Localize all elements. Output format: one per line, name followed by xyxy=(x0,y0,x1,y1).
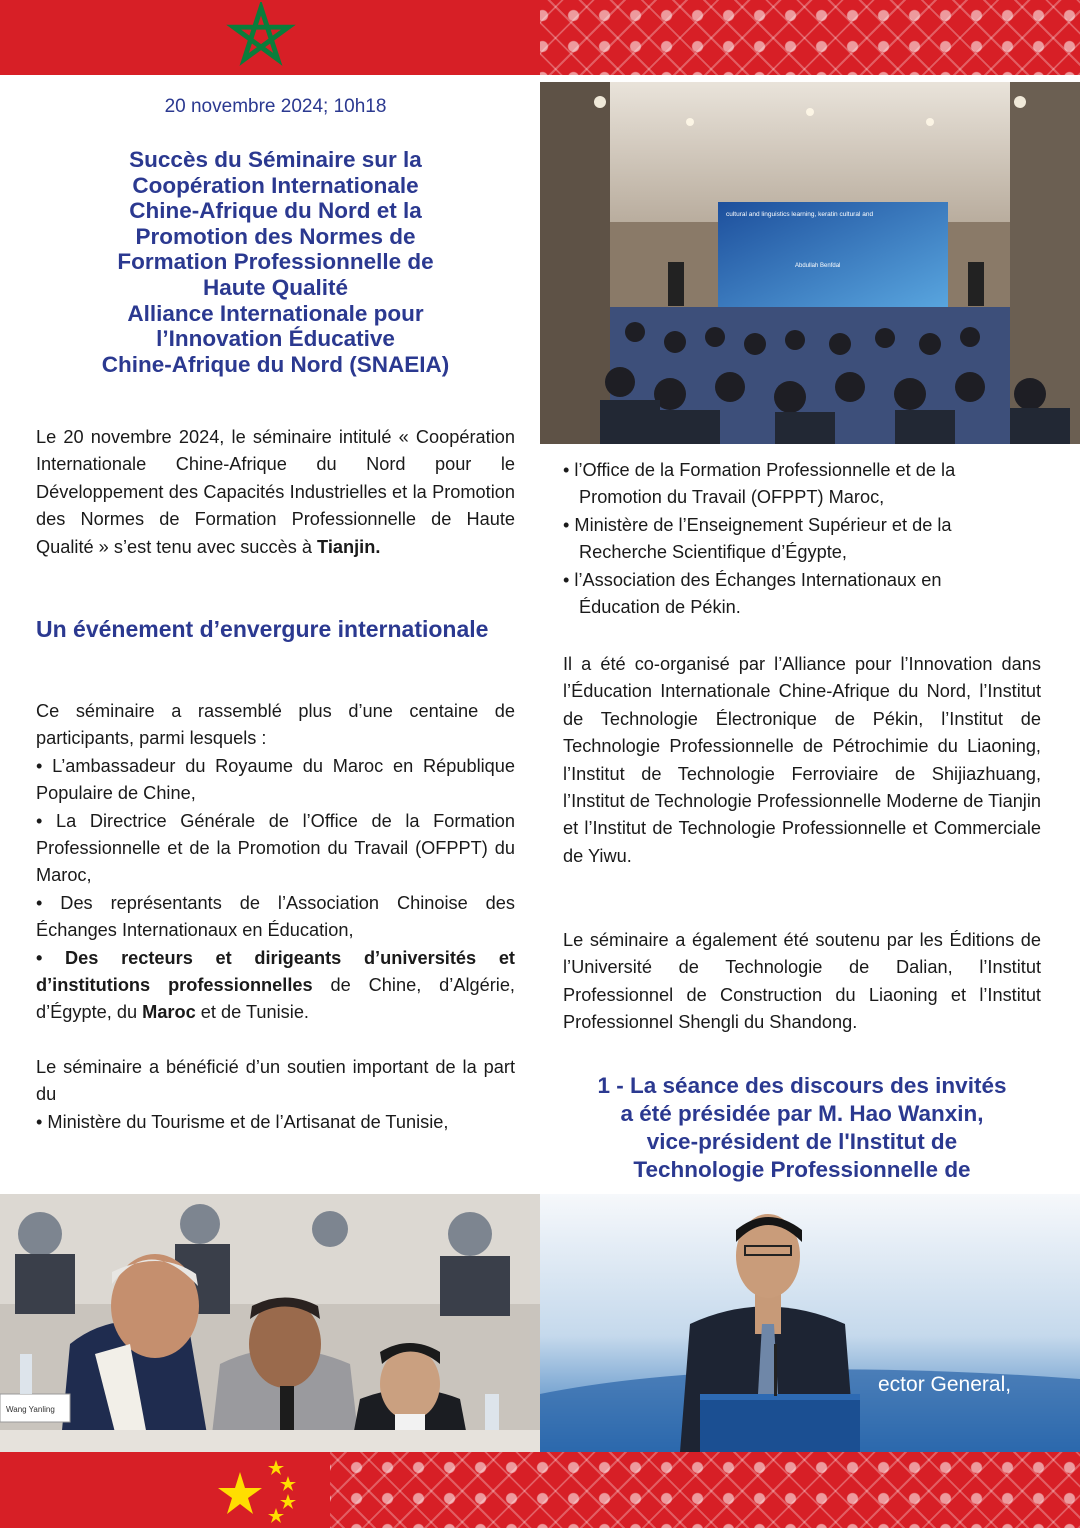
intro-city: Tianjin. xyxy=(317,536,381,557)
bullet-continuation: Éducation de Pékin. xyxy=(579,597,741,618)
support-bullets-continued xyxy=(563,457,1041,621)
morocco-star-icon xyxy=(226,2,296,72)
participants-block xyxy=(36,698,515,1027)
rectors-bold: • Des recteurs et dirigeants d’universités et d’institutions professionnelles xyxy=(36,947,515,996)
support-lead: Le séminaire a bénéficié d’un soutien important de la part du xyxy=(36,1057,515,1105)
top-banner xyxy=(0,0,1080,75)
session-line: 1 - La séance des discours des invités xyxy=(597,1073,1007,1098)
title-line: Chine-Afrique du Nord et la xyxy=(129,198,422,224)
bullet-first-line: • Ministère de l’Enseignement Supérieur et de la xyxy=(563,514,952,535)
support-bullet: • Ministère du Tourisme et de l’Artisanat de Tunisie, xyxy=(36,1111,449,1132)
session-heading xyxy=(563,1072,1041,1184)
backdrop-text: ector General, xyxy=(878,1373,1012,1396)
participant-bullet: • L’ambassadeur du Royaume du Maroc en République Populaire de Chine, xyxy=(36,755,515,804)
title-line: Promotion des Normes de xyxy=(135,223,416,249)
title-line: l’Innovation Éducative xyxy=(156,326,395,352)
support-bullet xyxy=(563,457,1041,512)
title-line: Coopération Internationale xyxy=(132,172,419,198)
screen-speaker-name: Abdullah Benfdal xyxy=(795,263,841,269)
participant-bullet: • La Directrice Générale de l’Office de la Formation Professionnelle et de la Promotion du Travail (OFPPT) du Maroc, xyxy=(36,810,515,886)
rectors-end: et de Tunisie. xyxy=(195,1002,309,1023)
intro-paragraph xyxy=(36,424,515,561)
coorganizers-paragraph: Il a été co-organisé par l’Alliance pour l’Innovation dans l’Éducation Internationale Chine-Afrique du Nord, l’Institut de Technologie Électronique de Pékin, l’Institut de Technologie Professionnelle de Pétrochimie du Liaoning, l’Institut de Technologie Ferroviaire de Shijiazhuang, l’Institut de Technologie Professionnelle Moderne de Tianjin et l’Institut de Technologie Professionnelle et Commerciale de Yiwu. xyxy=(563,654,1041,866)
title-line: Chine-Afrique du Nord (SNAEIA) xyxy=(101,351,450,377)
bullet-continuation: Promotion du Travail (OFPPT) Maroc, xyxy=(579,487,885,508)
screen-text: cultural and linguistics learning, keratin cultural and xyxy=(726,211,874,218)
support-bullet xyxy=(563,512,1041,567)
nameplate-text: Wang Yanling xyxy=(6,1405,55,1414)
title-line: Formation Professionnelle de xyxy=(117,249,434,275)
photo-delegates xyxy=(0,1194,540,1452)
session-line: Technologie Professionnelle de xyxy=(633,1157,971,1182)
photo-conference-hall xyxy=(540,82,1080,444)
title-line: Alliance Internationale pour xyxy=(127,300,424,326)
support-block xyxy=(36,1054,515,1136)
support-bullet xyxy=(563,567,1041,622)
participant-bullet-rectors xyxy=(36,945,515,1027)
china-stars-icon xyxy=(218,1458,313,1524)
rectors-countries: de Chine, d’Algérie, d’Égypte, du xyxy=(36,975,515,1023)
bottom-banner xyxy=(0,1452,1080,1528)
session-line: a été présidée par M. Hao Wanxin, xyxy=(620,1101,984,1126)
title-line: Succès du Séminaire sur la xyxy=(129,147,422,172)
bullet-continuation: Recherche Scientifique d’Égypte, xyxy=(579,542,847,563)
rectors-morocco: Maroc xyxy=(142,1002,196,1023)
page-title xyxy=(36,147,515,377)
bullet-first-line: • l’Association des Échanges Internationaux en xyxy=(563,569,942,590)
publication-date: 20 novembre 2024; 10h18 xyxy=(164,96,387,117)
participant-bullet: • Des représentants de l’Association Chinoise des Échanges Internationaux en Éducation, xyxy=(36,892,515,941)
session-line: vice-président de l'Institut de xyxy=(646,1129,958,1154)
section-heading: Un événement d’envergure internationale xyxy=(36,616,489,642)
intro-text: Le 20 novembre 2024, le séminaire intitulé « Coopération Internationale Chine-Afrique du Nord pour le Développement des Capacités Industrielles et la Promotion des Normes de Formation Professionnelle de Haute Qualité » s’est tenu avec succès à xyxy=(36,427,515,557)
photo-speaker xyxy=(540,1194,1080,1452)
bullet-first-line: • l’Office de la Formation Professionnelle et de la xyxy=(563,460,956,480)
title-line: Haute Qualité xyxy=(202,274,349,300)
participants-lead: Ce séminaire a rassemblé plus d’une centaine de participants, parmi lesquels : xyxy=(36,701,515,749)
sponsors-paragraph: Le séminaire a également été soutenu par les Éditions de l’Université de Technologie de Dalian, l’Institut Professionnel de Construction du Liaoning et l’Institut Professionnel Shengli du Shandong. xyxy=(563,930,1041,1033)
